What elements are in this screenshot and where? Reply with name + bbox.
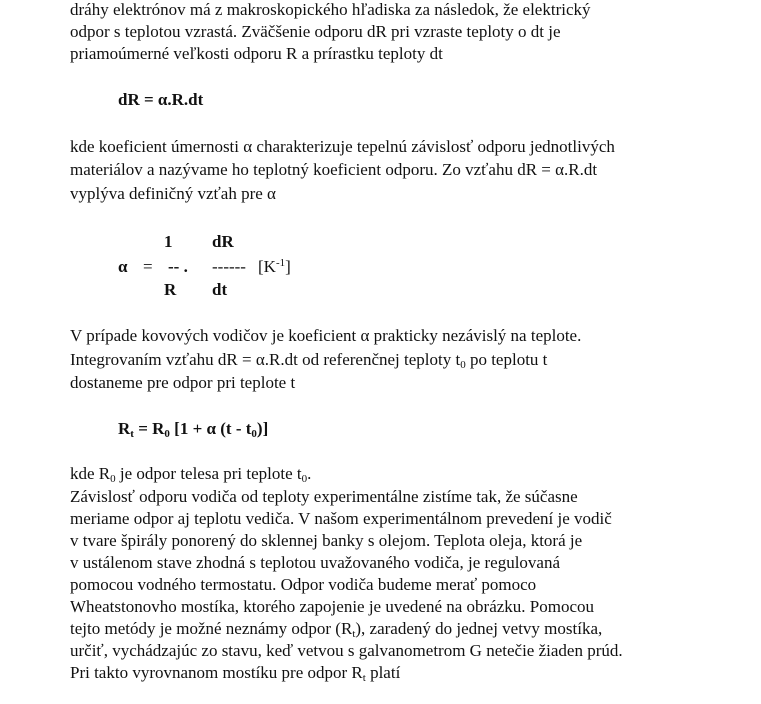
text-line: v tvare špirály ponorený do sklennej banky s olejom. Teplota oleja, ktorá je: [70, 531, 583, 550]
text-line: Wheatstonovho mostíka, ktorého zapojenie je uvedené na obrázku. Pomocou: [70, 597, 595, 616]
text-line: meriame odpor aj teplotu vediča. V našom experimentálnom prevedení je vodič: [70, 509, 612, 528]
text-line: v ustálenom stave zhodná s teplotou uvažovaného vodiča, je regulovaná: [70, 553, 561, 572]
text-line: V prípade kovových vodičov je koeficient α prakticky nezávislý na teplote.: [70, 326, 582, 345]
denominator-r: R: [164, 280, 177, 299]
text-line: dostaneme pre odpor pri teplote t: [70, 373, 296, 392]
fraction-bar-2: ------: [212, 257, 246, 276]
unit: $[K^{-1}]$: [258, 257, 291, 276]
denominator-dt: dt: [212, 280, 228, 299]
text-line: Závislosť odporu vodiča od teploty experimentálne zistíme tak, že súčasne: [70, 487, 578, 506]
equals-sign: =: [143, 257, 153, 276]
text-line: určiť, vychádzajúc zo stavu, keď vetvou s galvanometrom G netečie žiaden prúd.: [70, 641, 623, 660]
text-line: kde koeficient úmernosti α charakterizuje tepelnú závislosť odporu jednotlivých: [70, 137, 615, 156]
alpha-symbol: α: [118, 257, 128, 276]
text-line: priamoúmerné veľkosti odporu R a prírastku teploty dt: [70, 44, 443, 63]
fraction-bar-1: -- .: [168, 257, 188, 276]
text-line: odpor s teplotou vzrastá. Zväčšenie odporu dR pri vzraste teploty o dt je: [70, 22, 561, 41]
text-line: pomocou vodného termostatu. Odpor vodiča budeme merať pomoco: [70, 575, 537, 594]
text-line: vyplýva definičný vzťah pre α: [70, 184, 276, 203]
equation-dr: dR = α.R.dt: [118, 90, 204, 109]
text-line: kde $R_0$ je odpor telesa pri teplote $t_0$.: [70, 464, 312, 485]
numerator-one: 1: [164, 232, 173, 251]
equation-rt: $R_t = R_0$ [1 + α $(t - t_0)$]: [118, 419, 269, 440]
text-line: Pri takto vyrovnanom mostíku pre odpor $R_t$ platí: [70, 663, 401, 684]
text-line: tejto metódy je možné neznámy odpor $(R_t)$, zaradený do jednej vetvy mostíka,: [70, 619, 603, 640]
text-line: materiálov a nazývame ho teplotný koeficient odporu. Zo vzťahu dR = α.R.dt: [70, 160, 598, 179]
text-line: dráhy elektrónov má z makroskopického hľadiska za následok, že elektrický: [70, 0, 591, 19]
numerator-dr: dR: [212, 232, 234, 251]
text-line: Integrovaním vzťahu dR = α.R.dt od referenčnej teploty $t_0$ po teplotu t: [70, 350, 548, 371]
